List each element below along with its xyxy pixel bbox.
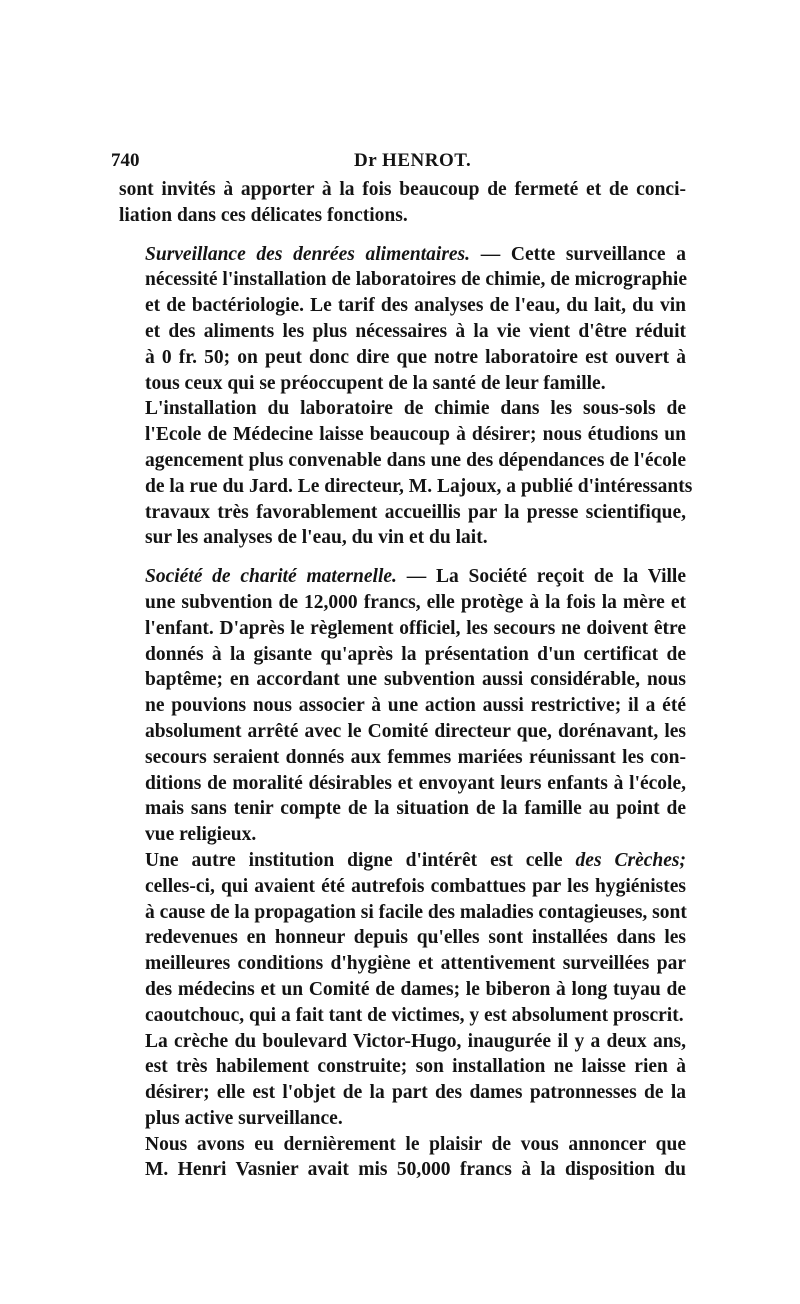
text-run: — La Société reçoit de la Ville	[396, 566, 687, 588]
text-line: est très habilement construite; son installation ne laisse rien à	[145, 1056, 686, 1078]
section-heading: Surveillance des denrées alimentaires.	[145, 243, 471, 265]
text-line: des médecins et un Comité de dames; le biberon à long tuyau de	[145, 978, 686, 1000]
text-line: désirer; elle est l'objet de la part des dames patronnesses de la	[145, 1082, 686, 1104]
page-number: 740	[111, 150, 140, 171]
text-line: Nous avons eu dernièrement le plaisir de vous annoncer que	[145, 1133, 686, 1155]
text-line	[119, 242, 686, 268]
text-run: — Cette surveillance a	[470, 243, 686, 265]
text-line: mais sans tenir compte de la situation de la famille au point de	[145, 798, 686, 820]
text-line: nécessité l'installation de laboratoires de chimie, de micrographie	[145, 269, 687, 291]
text-line: à cause de la propagation si facile des maladies contagieuses, sont	[145, 901, 687, 923]
paragraph-maternal-charity	[119, 564, 686, 848]
text-line: liation dans ces délicates fonctions.	[119, 204, 408, 226]
paragraph-continuation	[119, 177, 686, 229]
text-line: l'enfant. D'après le règlement officiel, les secours ne doivent être	[145, 617, 686, 639]
paragraph-laboratory	[119, 396, 693, 551]
paragraph-food-surveillance	[119, 242, 686, 397]
paragraph-creches	[119, 848, 686, 1029]
text-line	[119, 564, 686, 590]
paragraph-vasnier	[119, 1132, 686, 1184]
text-line: caoutchouc, qui a fait tant de victimes, y est absolument proscrit.	[145, 1004, 684, 1026]
text-line: meilleures conditions d'hygiène et attentivement surveillées par	[145, 953, 686, 975]
running-title: Dr HENROT.	[354, 150, 472, 171]
text-line: l'Ecole de Médecine laisse beaucoup à désirer; nous étudions un	[145, 424, 686, 446]
text-line: plus active surveillance.	[145, 1107, 343, 1129]
text-line: travaux très favorablement accueillis par la presse scientifique,	[145, 501, 686, 523]
text-line: baptême; en accordant une subvention aussi considérable, nous	[145, 669, 686, 691]
text-line: tous ceux qui se préoccupent de la santé de leur famille.	[145, 372, 606, 394]
text-line: L'installation du laboratoire de chimie dans les sous-sols de	[145, 398, 686, 420]
text-line: et des aliments les plus nécessaires à la vie vient d'être réduit	[145, 320, 686, 342]
text-line: sont invités à apporter à la fois beaucoup de fermeté et de conci-	[119, 179, 686, 200]
paragraph-victor-hugo-creche	[119, 1029, 686, 1132]
text-line: une subvention de 12,000 francs, elle protège à la fois la mère et	[145, 591, 686, 613]
section-heading: Société de charité maternelle.	[145, 566, 397, 588]
text-line: La crèche du boulevard Victor-Hugo, inaugurée il y a deux ans,	[145, 1030, 686, 1052]
text-line: secours seraient donnés aux femmes mariées réunissant les con-	[145, 746, 686, 768]
text-run: Une autre institution digne d'intérêt est celle	[145, 849, 576, 871]
text-line: vue religieux.	[145, 824, 257, 846]
text-line	[119, 848, 686, 874]
body-text	[119, 177, 693, 1183]
text-line: de la rue du Jard. Le directeur, M. Lajoux, a publié d'intéressants	[145, 475, 693, 497]
text-line: celles-ci, qui avaient été autrefois combattues par les hygiénistes	[145, 875, 686, 897]
text-line: agencement plus convenable dans une des dépendances de l'école	[145, 449, 686, 471]
text-line: donnés à la gisante qu'après la présentation d'un certificat de	[145, 643, 686, 665]
text-line: ditions de moralité désirables et envoyant leurs enfants à l'école,	[145, 772, 686, 794]
text-line: M. Henri Vasnier avait mis 50,000 francs à la disposition du	[145, 1159, 686, 1181]
text-line: à 0 fr. 50; on peut donc dire que notre laboratoire est ouvert à	[145, 346, 686, 368]
text-line: et de bactériologie. Le tarif des analyses de l'eau, du lait, du vin	[145, 295, 686, 317]
text-line: sur les analyses de l'eau, du vin et du lait.	[145, 527, 488, 549]
italic-phrase: des Crèches;	[575, 849, 686, 871]
running-head	[111, 150, 686, 176]
text-line: ne pouvions nous associer à une action aussi restrictive; il a été	[145, 695, 686, 717]
text-line: absolument arrêté avec le Comité directeur que, dorénavant, les	[145, 720, 686, 742]
text-line: redevenues en honneur depuis qu'elles sont installées dans les	[145, 927, 686, 949]
